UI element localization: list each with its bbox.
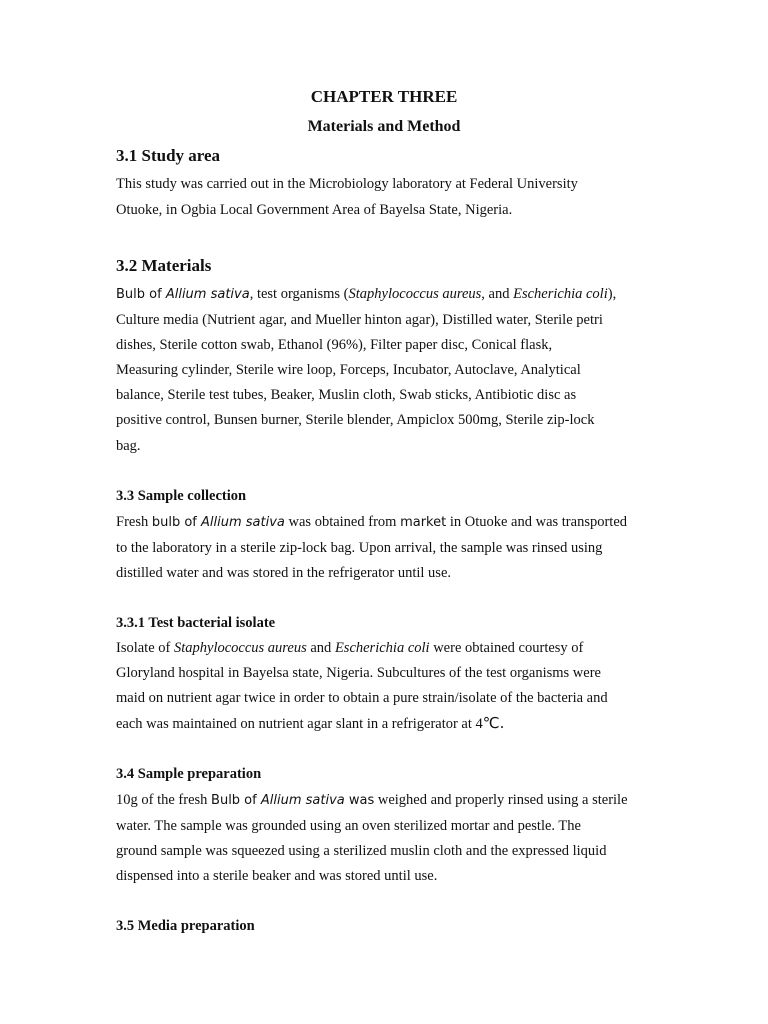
- text-run: market: [400, 515, 447, 530]
- text-run: was obtained from: [284, 514, 401, 530]
- text-run: Bulb of: [116, 287, 166, 302]
- paragraph-line: This study was carried out in the Microbiology laboratory at Federal University: [116, 176, 578, 192]
- section-heading-sample-preparation: 3.4 Sample preparation: [116, 766, 262, 782]
- paragraph-line: maid on nutrient agar twice in order to obtain a pure strain/isolate of the bacteria and: [116, 690, 608, 706]
- paragraph-line: Culture media (Nutrient agar, and Mueller hinton agar), Distilled water, Sterile petri: [116, 312, 603, 328]
- paragraph-line: ground sample was squeezed using a sterilized muslin cloth and the expressed liquid: [116, 843, 607, 859]
- species-name: Staphylococcus aureus: [173, 640, 307, 656]
- text-run: each was maintained on nutrient agar slant in a refrigerator at 4: [116, 716, 483, 732]
- paragraph-line: [116, 714, 504, 733]
- text-run: 10g of the fresh: [116, 792, 212, 808]
- paragraph-line: distilled water and was stored in the refrigerator until use.: [116, 565, 452, 581]
- paragraph-line: water. The sample was grounded using an oven sterilized mortar and pestle. The: [116, 818, 581, 834]
- paragraph-line: [116, 639, 583, 657]
- text-run: and: [306, 640, 335, 656]
- chapter-title: CHAPTER THREE: [310, 87, 458, 106]
- text-run: Bulb of: [211, 793, 261, 808]
- species-name: Staphylococcus aureus: [348, 286, 482, 302]
- paragraph-line: [116, 791, 628, 810]
- paragraph-line: bag.: [116, 438, 141, 454]
- text-run: Isolate of: [116, 640, 174, 656]
- paragraph-line: Otuoke, in Ogbia Local Government Area of Bayelsa State, Nigeria.: [116, 202, 513, 218]
- section-heading-sample-collection: 3.3 Sample collection: [116, 488, 247, 504]
- paragraph-line: dishes, Sterile cotton swab, Ethanol (96%), Filter paper disc, Conical flask,: [116, 337, 553, 353]
- paragraph-line: positive control, Bunsen burner, Sterile blender, Ampiclox 500mg, Sterile zip-lock: [116, 412, 595, 428]
- species-name: Escherichia coli: [334, 640, 430, 656]
- paragraph-line: dispensed into a sterile beaker and was stored until use.: [116, 868, 438, 884]
- species-name: Allium sativa: [260, 793, 345, 808]
- text-run: ),: [607, 286, 617, 302]
- text-run: in Otuoke and was transported: [446, 514, 628, 530]
- paragraph-line: Gloryland hospital in Bayelsa state, Nigeria. Subcultures of the test organisms were: [116, 665, 601, 681]
- section-heading-materials: 3.2 Materials: [116, 256, 212, 275]
- section-heading-media-preparation: 3.5 Media preparation: [116, 918, 255, 934]
- text-run: was: [344, 793, 375, 808]
- text-run: were obtained courtesy of: [429, 640, 584, 656]
- text-run: weighed and properly rinsed using a sterile: [374, 792, 628, 808]
- species-name: Escherichia coli: [513, 286, 608, 302]
- paragraph-line: to the laboratory in a sterile zip-lock bag. Upon arrival, the sample was rinsed using: [116, 540, 603, 556]
- paragraph-line: Measuring cylinder, Sterile wire loop, Forceps, Incubator, Autoclave, Analytical: [116, 362, 581, 378]
- paragraph-line: [116, 513, 627, 532]
- text-run: , test organisms (: [249, 286, 349, 302]
- text-run: bulb of: [151, 515, 202, 530]
- document-title: Materials and Method: [307, 118, 461, 135]
- text-run: Fresh: [116, 514, 152, 530]
- text-run: , and: [481, 286, 514, 302]
- section-heading-study-area: 3.1 Study area: [116, 146, 221, 165]
- paragraph-line: [116, 285, 616, 304]
- species-name: Allium sativa: [201, 515, 285, 530]
- species-name: Allium sativa: [165, 287, 250, 302]
- paragraph-line: balance, Sterile test tubes, Beaker, Muslin cloth, Swab sticks, Antibiotic disc as: [116, 387, 577, 403]
- degree-celsius-symbol: ℃.: [482, 714, 505, 732]
- section-heading-test-bacterial-isolate: 3.3.1 Test bacterial isolate: [116, 615, 276, 631]
